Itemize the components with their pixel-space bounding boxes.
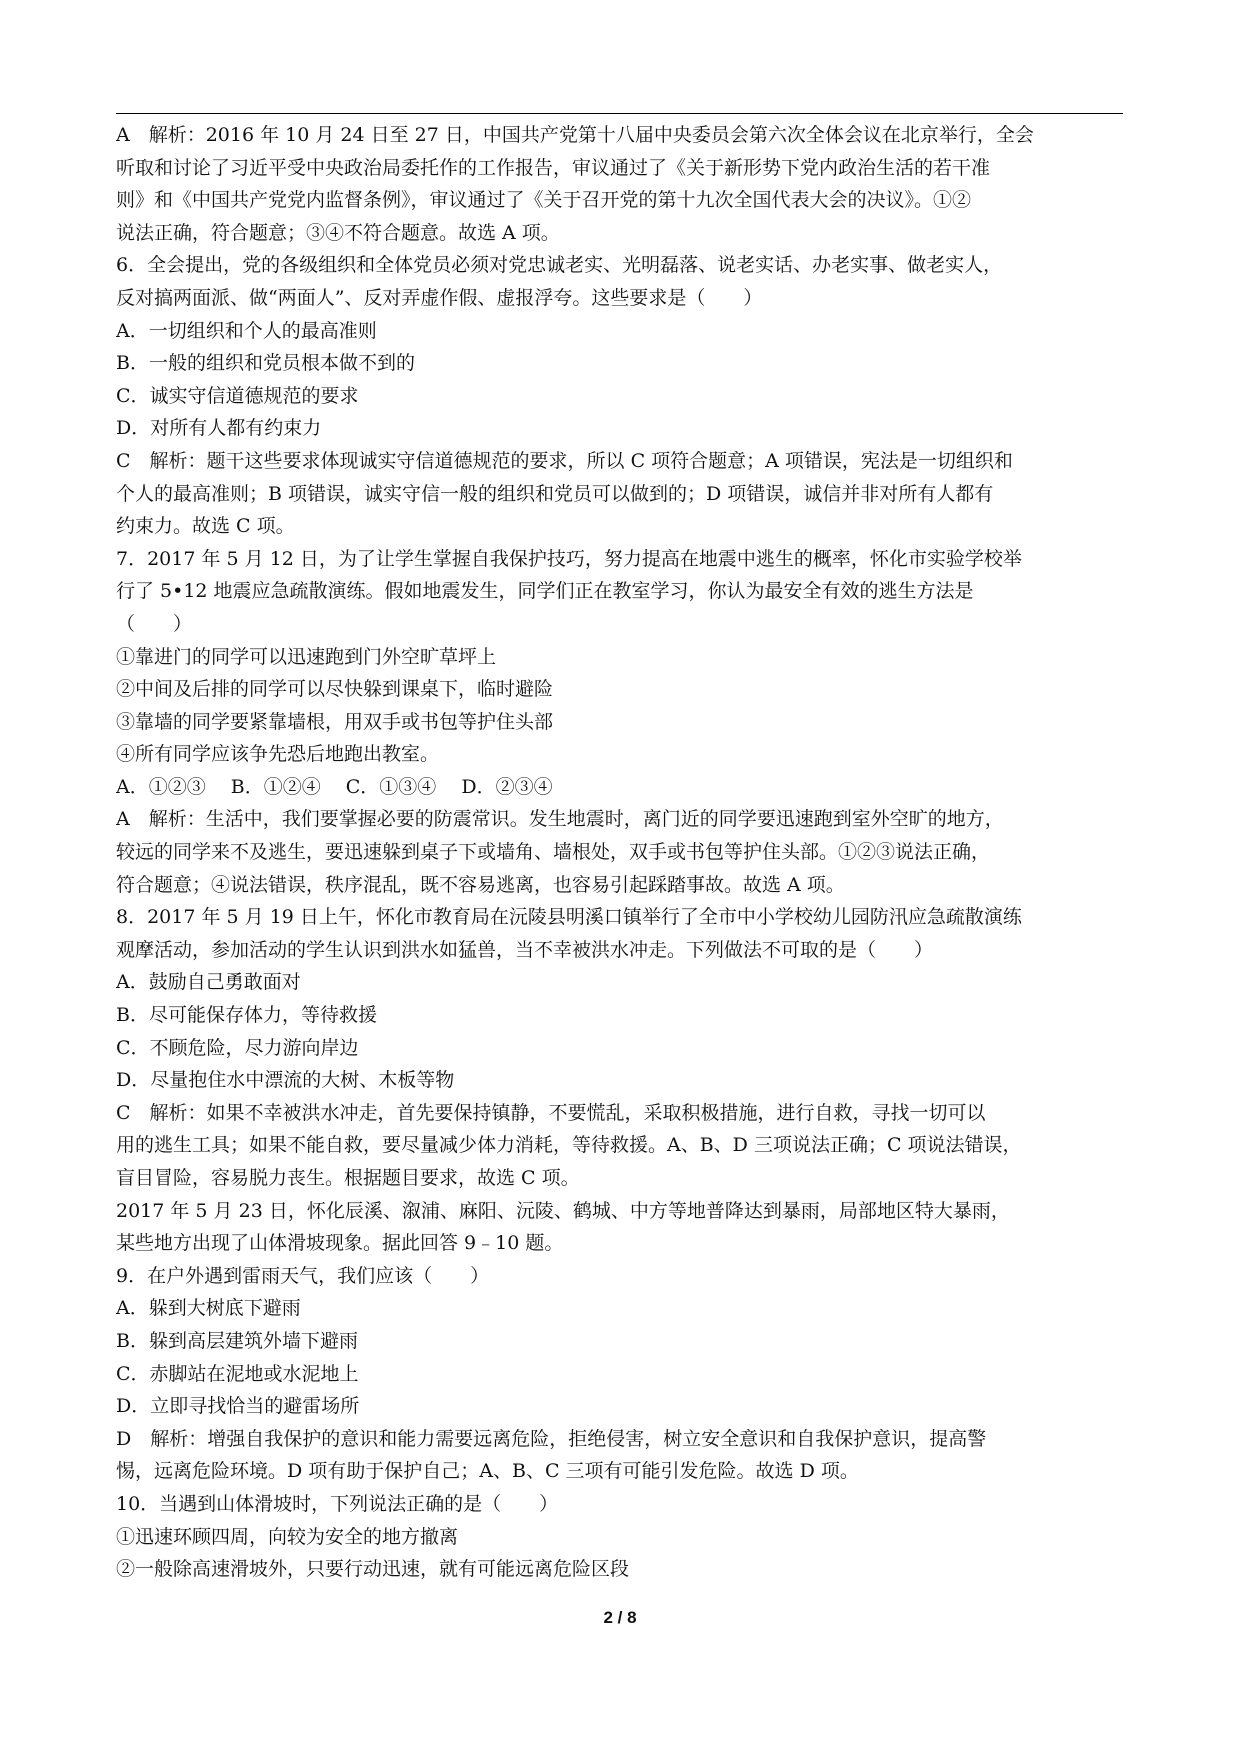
text-line: ④所有同学应该争先恐后地跑出教室。 <box>116 743 440 766</box>
text-line: 6．全会提出，党的各级组织和全体党员必须对党忠诚老实、光明磊落、说老实话、办老实事、做老实人， <box>116 254 1003 277</box>
text-line: C 解析：如果不幸被洪水冲走，首先要保持镇静，不要慌乱，采取积极措施，进行自救，寻找一切可以 <box>116 1101 986 1124</box>
header-rule <box>116 113 1123 114</box>
text-line: 2017 年 5 月 23 日，怀化辰溪、溆浦、麻阳、沅陵、鹤城、中方等地普降达到暴雨，局部地区特大暴雨， <box>116 1199 1010 1222</box>
text-line: C．诚实守信道德规范的要求 <box>116 384 359 407</box>
text-line: D 解析：增强自我保护的意识和能力需要远离危险，拒绝侵害，树立安全意识和自我保护意识，提高警 <box>116 1427 987 1450</box>
text-line: C．赤脚站在泥地或水泥地上 <box>116 1362 359 1385</box>
text-line: 盲目冒险，容易脱力丧生。根据题目要求，故选 C 项。 <box>116 1167 580 1189</box>
text-line: 行了 5•12 地震应急疏散演练。假如地震发生，同学们正在教室学习，你认为最安全有效的逃生方法是 <box>116 580 974 603</box>
page-number: 2 / 8 <box>603 1608 637 1627</box>
text-line: 反对搞两面派、做“两面人”、反对弄虚作假、虚报浮夸。这些要求是（ ） <box>116 286 763 309</box>
text-line: 观摩活动，参加活动的学生认识到洪水如猛兽，当不幸被洪水冲走。下列做法不可取的是（ ） <box>116 938 934 961</box>
text-line: 约束力。故选 C 项。 <box>116 515 295 538</box>
text-line: ②一般除高速滑坡外，只要行动迅速，就有可能远离危险区段 <box>116 1558 630 1581</box>
text-line: ③靠墙的同学要紧靠墙根，用双手或书包等护住头部 <box>116 710 554 733</box>
text-line: C 解析：题干这些要求体现诚实守信道德规范的要求，所以 C 项符合题意；A 项错误，宪法是一切组织和 <box>116 449 1013 472</box>
text-line: C．不顾危险，尽力游向岸边 <box>116 1036 359 1059</box>
text-line: 7．2017 年 5 月 12 日，为了让学生掌握自我保护技巧，努力提高在地震中逃生的概率，怀化市实验学校举 <box>116 547 1022 570</box>
text-line: A 解析：生活中，我们要掌握必要的防震常识。发生地震时，离门近的同学要迅速跑到室外空旷的地方， <box>116 808 1004 831</box>
text-line: A．①②③ B．①②④ C．①③④ D．②③④ <box>116 775 553 798</box>
text-line: 用的逃生工具；如果不能自救，要尽量减少体力消耗，等待救援。A、B、D 三项说法正确；C 项说法错误， <box>116 1134 1022 1157</box>
text-line: （ ） <box>116 612 193 635</box>
text-line: 8．2017 年 5 月 19 日上午，怀化市教育局在沅陵县明溪口镇举行了全市中小学校幼儿园防汛应急疏散演练 <box>116 906 1022 929</box>
text-line: 较远的同学来不及逃生，要迅速躲到桌子下或墙角、墙根处，双手或书包等护住头部。①②③说法正确， <box>116 841 991 864</box>
text-line: B．尽可能保存体力，等待救援 <box>116 1004 377 1027</box>
text-line: B．躲到高层建筑外墙下避雨 <box>116 1329 358 1352</box>
text-line: B．一般的组织和党员根本做不到的 <box>116 352 415 375</box>
text-line: 符合题意；④说法错误，秩序混乱，既不容易逃离，也容易引起踩踏事故。故选 A 项。 <box>116 873 845 896</box>
text-line: 10．当遇到山体滑坡时，下列说法正确的是（ ） <box>116 1492 559 1515</box>
text-line: ①迅速环顾四周，向较为安全的地方撤离 <box>116 1525 459 1548</box>
text-line: ②中间及后排的同学可以尽快躲到课桌下，临时避险 <box>116 678 554 701</box>
text-line: 某些地方出现了山体滑坡现象。据此回答 9﹣10 题。 <box>116 1232 564 1255</box>
text-line: A 解析：2016 年 10 月 24 日至 27 日，中国共产党第十八届中央委员会第六次全体会议在北京举行，全会 <box>116 124 1034 146</box>
text-line: 则》和《中国共产党党内监督条例》，审议通过了《关于召开党的第十九次全国代表大会的决议》。①② <box>116 189 972 212</box>
text-line: A．一切组织和个人的最高准则 <box>116 319 377 342</box>
text-line: 说法正确，符合题意；③④不符合题意。故选 A 项。 <box>116 221 560 244</box>
text-line: A．鼓励自己勇敢面对 <box>116 971 301 994</box>
text-line: 9．在户外遇到雷雨天气，我们应该（ ） <box>116 1264 490 1287</box>
text-line: D．立即寻找恰当的避雷场所 <box>116 1395 360 1418</box>
text-line: 惕，远离危险环境。D 项有助于保护自己；A、B、C 三项有可能引发危险。故选 D 项。 <box>116 1460 859 1483</box>
text-line: 听取和讨论了习近平受中央政治局委托作的工作报告，审议通过了《关于新形势下党内政治生活的若干准 <box>116 156 991 179</box>
text-line: A．躲到大树底下避雨 <box>116 1297 301 1320</box>
document-body <box>116 119 1126 1586</box>
text-line: D．尽量抱住水中漂流的大树、木板等物 <box>116 1069 455 1092</box>
text-line: ①靠进门的同学可以迅速跑到门外空旷草坪上 <box>116 645 497 668</box>
text-line: D．对所有人都有约束力 <box>116 417 322 440</box>
text-line: 个人的最高准则；B 项错误，诚实守信一般的组织和党员可以做到的；D 项错误，诚信并非对所有人都有 <box>116 482 994 505</box>
